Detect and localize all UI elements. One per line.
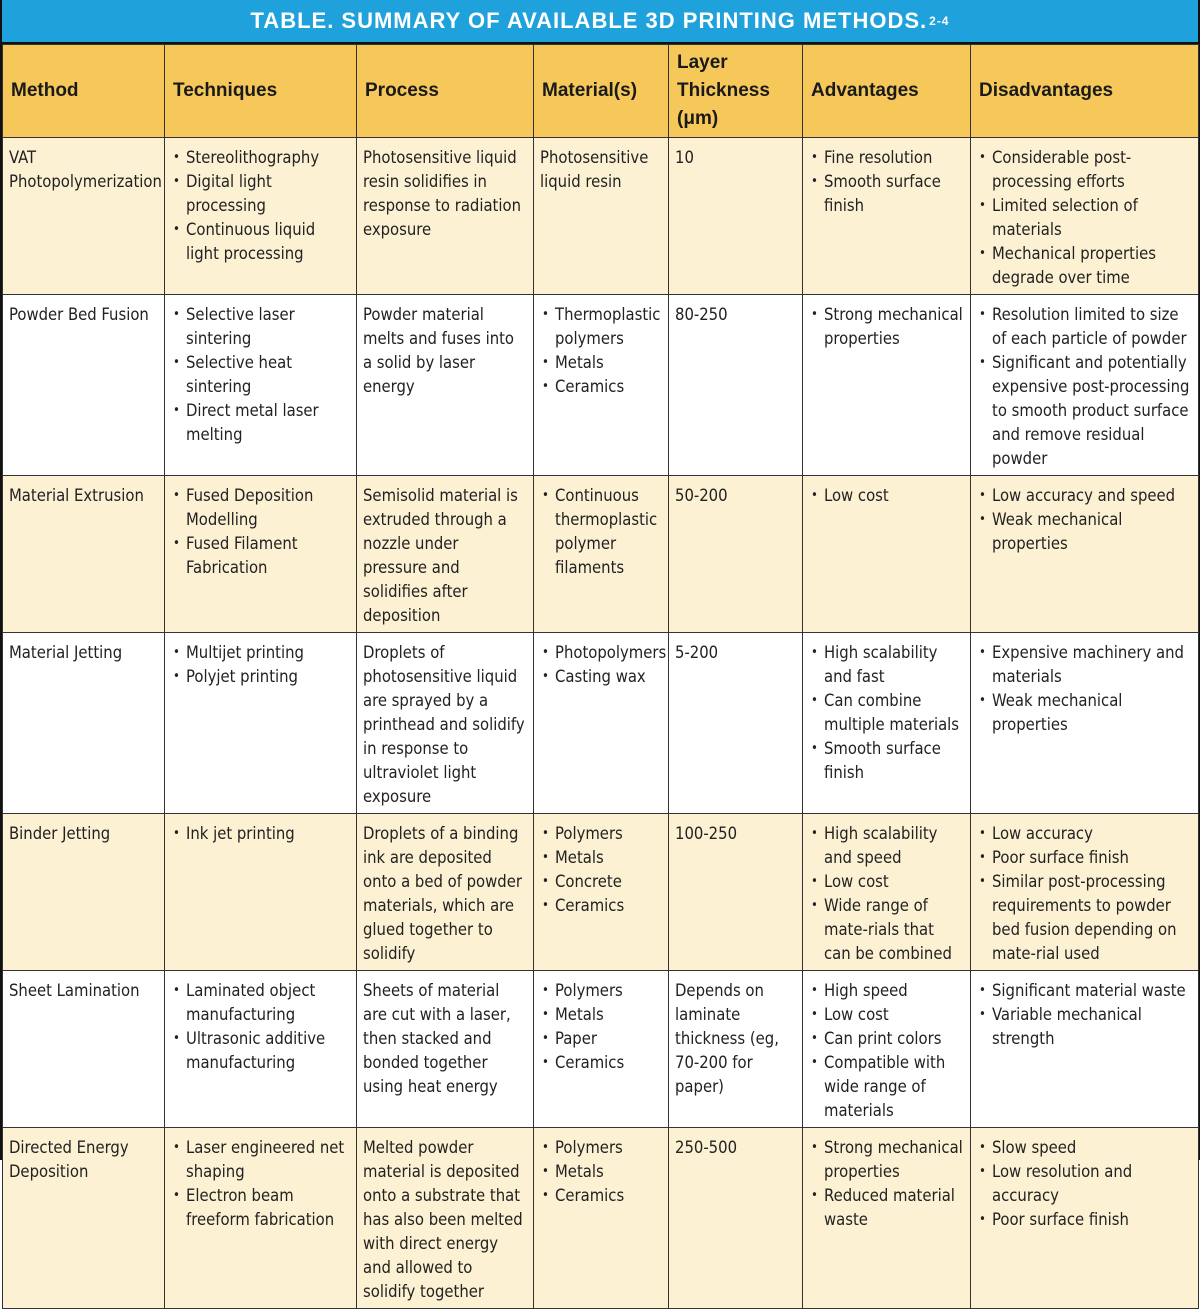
materials-cell — [534, 476, 669, 633]
bullet-item: • Considerable post-processing efforts — [977, 146, 1192, 194]
bullet-item: • Metals — [540, 846, 662, 870]
materials-cell-list — [540, 303, 662, 399]
disadvantages-cell — [971, 295, 1199, 476]
advantages-cell-list — [809, 146, 964, 218]
header-row — [3, 45, 1199, 138]
table-row — [3, 138, 1199, 295]
materials-cell-list — [540, 641, 667, 689]
bullet-item: • Fine resolution — [809, 146, 964, 170]
bullet-item: • Thermoplastic polymers — [540, 303, 662, 351]
advantages-cell — [803, 138, 971, 295]
disadvantages-cell-list — [977, 979, 1192, 1051]
bullet-item: • Resolution limited to size of each particle of powder — [977, 303, 1192, 351]
techniques-cell-list — [171, 979, 350, 1075]
bullet-item: • Significant material waste — [977, 979, 1192, 1003]
bullet-item: • Polymers — [540, 822, 662, 846]
advantages-cell-list — [809, 484, 964, 508]
bullet-item: • High scalability and speed — [809, 822, 964, 870]
method-cell: Directed Energy Deposition — [3, 1128, 165, 1309]
advantages-cell-list — [809, 1136, 964, 1232]
process-cell: Droplets of a binding ink are deposited onto a bed of powder materials, which are glued together to solidify — [357, 814, 534, 971]
bullet-item: • Slow speed — [977, 1136, 1192, 1160]
bullet-item: • Similar post-processing requirements to powder bed fusion depending on mate-rial used — [977, 870, 1192, 966]
column-header: Method — [3, 45, 165, 138]
table-row — [3, 633, 1199, 814]
method-cell: Sheet Lamination — [3, 971, 165, 1128]
bullet-item: • Low cost — [809, 1003, 964, 1027]
method-cell: Material Extrusion — [3, 476, 165, 633]
bullet-item: • Poor surface finish — [977, 1208, 1192, 1232]
bullet-item: • High scalability and fast — [809, 641, 964, 689]
bullet-item: • Stereolithography — [171, 146, 350, 170]
materials-cell: Photosensitive liquid resin — [534, 138, 669, 295]
process-cell: Sheets of material are cut with a laser, then stacked and bonded together using heat energy — [357, 971, 534, 1128]
bullet-item: • Smooth surface finish — [809, 170, 964, 218]
disadvantages-cell-list — [977, 484, 1192, 556]
bullet-item: • Electron beam freeform fabrication — [171, 1184, 350, 1232]
table-title-bar — [2, 0, 1198, 44]
layer-thickness-cell: 5-200 — [669, 633, 803, 814]
layer-thickness-cell: 250-500 — [669, 1128, 803, 1309]
bullet-item: • Ceramics — [540, 1051, 662, 1075]
bullet-item: • Metals — [540, 351, 662, 375]
table-body — [3, 138, 1199, 1309]
bullet-item: • Ceramics — [540, 1184, 662, 1208]
bullet-item: • Selective heat sintering — [171, 351, 350, 399]
bullet-item: • Weak mechanical properties — [977, 689, 1192, 737]
method-cell: Material Jetting — [3, 633, 165, 814]
bullet-item: • Fused Deposition Modelling — [171, 484, 350, 532]
disadvantages-cell-list — [977, 303, 1192, 471]
table-row — [3, 295, 1199, 476]
techniques-cell — [165, 814, 357, 971]
techniques-cell — [165, 138, 357, 295]
method-cell: Binder Jetting — [3, 814, 165, 971]
advantages-cell-list — [809, 979, 964, 1123]
disadvantages-cell — [971, 633, 1199, 814]
column-header: Advantages — [803, 45, 971, 138]
techniques-cell-list — [171, 146, 350, 266]
bullet-item: • Ceramics — [540, 375, 662, 399]
advantages-cell-list — [809, 303, 964, 351]
title-reference: 2-4 — [929, 14, 950, 28]
bullet-item: • Can combine multiple materials — [809, 689, 964, 737]
techniques-cell — [165, 295, 357, 476]
techniques-cell-list — [171, 822, 350, 846]
table-row — [3, 476, 1199, 633]
bullet-item: • Fused Filament Fabrication — [171, 532, 350, 580]
disadvantages-cell — [971, 138, 1199, 295]
bullet-item: • Photopolymers — [540, 641, 662, 665]
bullet-item: • Low accuracy — [977, 822, 1192, 846]
techniques-cell-list — [171, 303, 350, 447]
bullet-item: • Smooth surface finish — [809, 737, 964, 785]
disadvantages-cell — [971, 971, 1199, 1128]
bullet-item: • Laminated object manufacturing — [171, 979, 350, 1027]
disadvantages-cell-list — [977, 146, 1192, 290]
materials-cell-list — [540, 822, 662, 918]
disadvantages-cell-list — [977, 1136, 1192, 1232]
disadvantages-cell-list — [977, 822, 1192, 966]
bullet-item: • Paper — [540, 1027, 662, 1051]
techniques-cell-list — [171, 1136, 350, 1232]
layer-thickness-cell: Depends on laminate thickness (eg, 70-200 for paper) — [669, 971, 803, 1128]
layer-thickness-cell: 80-250 — [669, 295, 803, 476]
disadvantages-cell-list — [977, 641, 1192, 737]
bullet-item: • Continuous thermoplastic polymer filaments — [540, 484, 662, 580]
bullet-item: • Polymers — [540, 979, 662, 1003]
bullet-item: • Reduced material waste — [809, 1184, 964, 1232]
advantages-cell-list — [809, 822, 964, 966]
method-cell: Powder Bed Fusion — [3, 295, 165, 476]
bullet-item: • Expensive machinery and materials — [977, 641, 1192, 689]
materials-cell-list — [540, 484, 662, 580]
process-cell: Droplets of photosensitive liquid are sprayed by a printhead and solidify in response to ultraviolet light exposure — [357, 633, 534, 814]
materials-cell — [534, 295, 669, 476]
column-header: Techniques — [165, 45, 357, 138]
techniques-cell — [165, 633, 357, 814]
techniques-cell — [165, 1128, 357, 1309]
table-row — [3, 814, 1199, 971]
bullet-item: • High speed — [809, 979, 964, 1003]
advantages-cell — [803, 971, 971, 1128]
bullet-item: • Casting wax — [540, 665, 662, 689]
bullet-item: • Low accuracy and speed — [977, 484, 1192, 508]
column-header: Process — [357, 45, 534, 138]
layer-thickness-cell: 10 — [669, 138, 803, 295]
process-cell: Semisolid material is extruded through a nozzle under pressure and solidifies after deposition — [357, 476, 534, 633]
bullet-item: • Wide range of mate-rials that can be combined — [809, 894, 964, 966]
advantages-cell-list — [809, 641, 964, 785]
bullet-item: • Poor surface finish — [977, 846, 1192, 870]
materials-cell — [534, 814, 669, 971]
methods-table — [2, 44, 1199, 1309]
table-row — [3, 1128, 1199, 1309]
bullet-item: • Ink jet printing — [171, 822, 350, 846]
bullet-item: • Continuous liquid light processing — [171, 218, 350, 266]
bullet-item: • Limited selection of materials — [977, 194, 1192, 242]
advantages-cell — [803, 1128, 971, 1309]
techniques-cell-list — [171, 641, 350, 689]
column-header: Material(s) — [534, 45, 669, 138]
advantages-cell — [803, 476, 971, 633]
bullet-item: • Low cost — [809, 870, 964, 894]
process-cell: Powder material melts and fuses into a solid by laser energy — [357, 295, 534, 476]
bullet-item: • Metals — [540, 1160, 662, 1184]
bullet-item: • Direct metal laser melting — [171, 399, 350, 447]
column-header: Layer Thickness (μm) — [669, 45, 803, 138]
table-row — [3, 971, 1199, 1128]
disadvantages-cell — [971, 1128, 1199, 1309]
bullet-item: • Ceramics — [540, 894, 662, 918]
method-cell: VAT Photopolymerization — [3, 138, 165, 295]
table-title: TABLE. SUMMARY OF AVAILABLE 3D PRINTING METHODS. — [250, 8, 928, 33]
materials-cell-list — [540, 1136, 662, 1208]
advantages-cell — [803, 814, 971, 971]
bullet-item: • Multijet printing — [171, 641, 350, 665]
advantages-cell — [803, 633, 971, 814]
techniques-cell — [165, 971, 357, 1128]
bullet-item: • Compatible with wide range of materials — [809, 1051, 964, 1123]
bullet-item: • Can print colors — [809, 1027, 964, 1051]
techniques-cell — [165, 476, 357, 633]
process-cell: Melted powder material is deposited onto a substrate that has also been melted with direct energy and allowed to solidify together — [357, 1128, 534, 1309]
column-header: Disadvantages — [971, 45, 1199, 138]
bullet-item: • Ultrasonic additive manufacturing — [171, 1027, 350, 1075]
materials-cell — [534, 1128, 669, 1309]
bullet-item: • Strong mechanical properties — [809, 303, 964, 351]
materials-cell-list — [540, 979, 662, 1075]
layer-thickness-cell: 100-250 — [669, 814, 803, 971]
bullet-item: • Digital light processing — [171, 170, 350, 218]
bullet-item: • Significant and potentially expensive post-processing to smooth product surface and remove residual powder — [977, 351, 1192, 471]
bullet-item: • Metals — [540, 1003, 662, 1027]
bullet-item: • Polyjet printing — [171, 665, 350, 689]
bullet-item: • Selective laser sintering — [171, 303, 350, 351]
materials-cell — [534, 633, 669, 814]
bullet-item: • Variable mechanical strength — [977, 1003, 1192, 1051]
bullet-item: • Low cost — [809, 484, 964, 508]
techniques-cell-list — [171, 484, 350, 580]
bullet-item: • Laser engineered net shaping — [171, 1136, 350, 1184]
bullet-item: • Weak mechanical properties — [977, 508, 1192, 556]
materials-cell — [534, 971, 669, 1128]
process-cell: Photosensitive liquid resin solidifies in response to radiation exposure — [357, 138, 534, 295]
advantages-cell — [803, 295, 971, 476]
disadvantages-cell — [971, 476, 1199, 633]
layer-thickness-cell: 50-200 — [669, 476, 803, 633]
bullet-item: • Low resolution and accuracy — [977, 1160, 1192, 1208]
disadvantages-cell — [971, 814, 1199, 971]
bullet-item: • Strong mechanical properties — [809, 1136, 964, 1184]
bullet-item: • Mechanical properties degrade over time — [977, 242, 1192, 290]
bullet-item: • Concrete — [540, 870, 662, 894]
bullet-item: • Polymers — [540, 1136, 662, 1160]
